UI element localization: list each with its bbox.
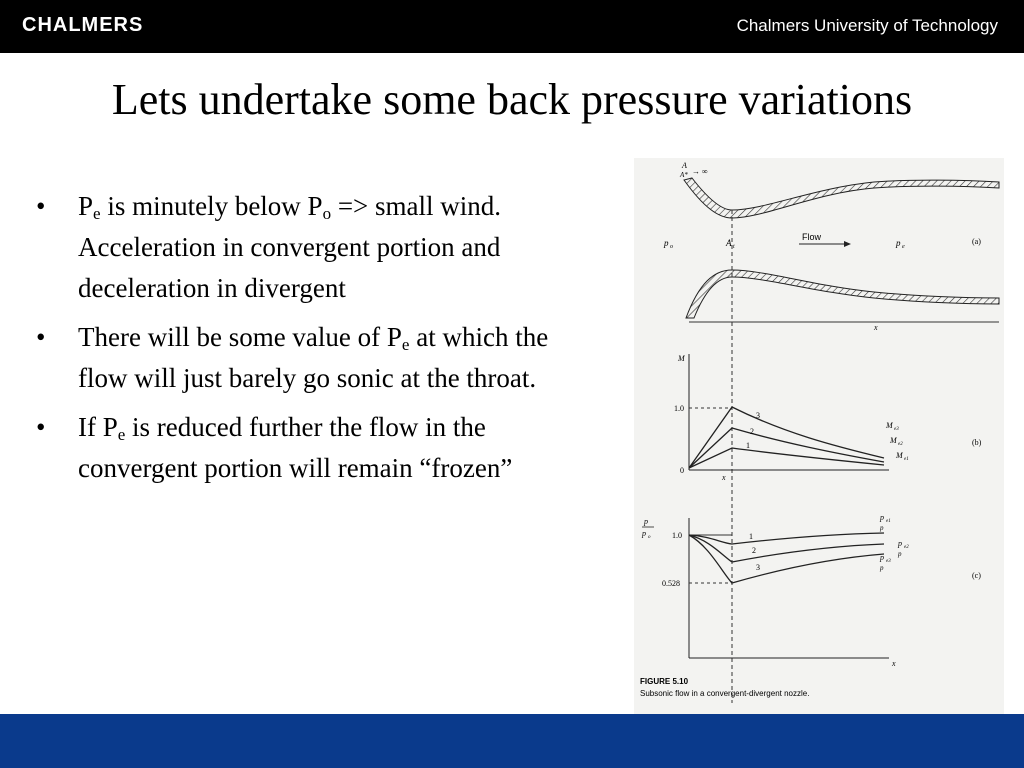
chalmers-logo: CHALMERS [22,14,144,36]
pe2-sub: e2 [904,545,909,550]
pressure-label-1: 1 [749,532,753,541]
bullet-list [36,186,556,497]
pressure-tick-1: 1.0 [672,531,682,540]
me2-sub: e2 [898,442,903,447]
panel-a-x: x [874,323,878,332]
throat-label: A [726,238,732,248]
pe1-label: p [880,513,884,522]
mach-axis-label: M [678,354,685,363]
nozzle-lower-wall [686,270,999,318]
bullet-subscript: e [93,204,101,223]
bullet-text: There will be some value of P [78,322,402,352]
pe1-sub: e1 [886,519,891,524]
pressure-axis-num: p [644,517,648,526]
bullet-item [36,317,556,399]
bullet-text: P [78,191,94,221]
panel-b-x: x [722,473,726,482]
bullet-text: at which the flow will just barely go sonic at the throat. [78,322,549,393]
me1-label: M [896,451,903,460]
pe3-label: p [880,553,884,562]
bullet-subscript: o [322,204,332,223]
panel-b-tag: (b) [972,438,982,447]
bullet-dot: • [36,412,46,442]
mach-tick-1: 1.0 [674,404,684,413]
bullet-item [36,407,556,489]
throat-sub: t [733,244,735,250]
footer-bar [0,714,1024,768]
pressure-label-3: 3 [756,563,760,572]
bullet-text: If P [78,412,118,442]
area-ratio-label: A [682,161,687,170]
me3-sub: e3 [894,427,899,432]
pressure-tick-0528: 0.528 [662,579,680,588]
nozzle-diagram [634,158,1004,716]
mach-curve-3 [689,407,884,468]
pe1-den: p [880,524,884,532]
pe-sub: e [902,244,905,250]
p0-sub: o [670,244,673,250]
university-name: Chalmers University of Technology [736,16,998,35]
panel-c-x: x [892,659,896,668]
figure-caption-title: FIGURE 5.10 [640,677,689,686]
pe2-den: p [898,550,902,558]
me2-label: M [890,436,897,445]
mach-label-3: 3 [756,411,760,420]
pe3-den: p [880,564,884,572]
p0-label: p [664,238,669,248]
header-bar [0,0,1024,53]
bullet-dot: • [36,191,46,221]
mach-tick-0: 0 [680,466,684,475]
figure-caption-text: Subsonic flow in a convergent-divergent nozzle. [640,689,810,698]
mach-label-2: 2 [750,427,754,436]
nozzle-figure [634,158,1004,716]
flow-label: Flow [802,232,822,242]
bullet-subscript: e [401,335,410,354]
bullet-text: is reduced further the flow in the convergent portion will remain “frozen” [78,412,513,483]
nozzle-upper-wall [684,178,999,218]
pe2-label: p [898,539,902,548]
pressure-label-2: 2 [752,546,756,555]
area-ratio-den: A* [680,171,688,179]
bullet-text: => small wind. Acceleration in convergent portion and deceleration in divergent [78,191,502,303]
bullet-text: is minutely below P [100,191,323,221]
pressure-curve-3 [689,535,884,583]
me3-label: M [886,421,893,430]
slide-title: Lets undertake some back pressure variations [111,75,913,124]
me1-sub: e1 [904,457,909,462]
pressure-axis-den-sub: o [648,535,651,540]
bullet-dot: • [36,322,46,352]
area-infinity: → ∞ [692,167,708,176]
pe3-sub: e3 [886,559,891,564]
mach-label-1: 1 [746,441,750,450]
panel-a-tag: (a) [972,237,981,246]
pressure-axis-den: p [642,529,646,538]
pe-label: p [896,238,901,248]
bullet-item [36,186,556,309]
panel-c-tag: (c) [972,571,981,580]
bullet-subscript: e [117,425,126,444]
